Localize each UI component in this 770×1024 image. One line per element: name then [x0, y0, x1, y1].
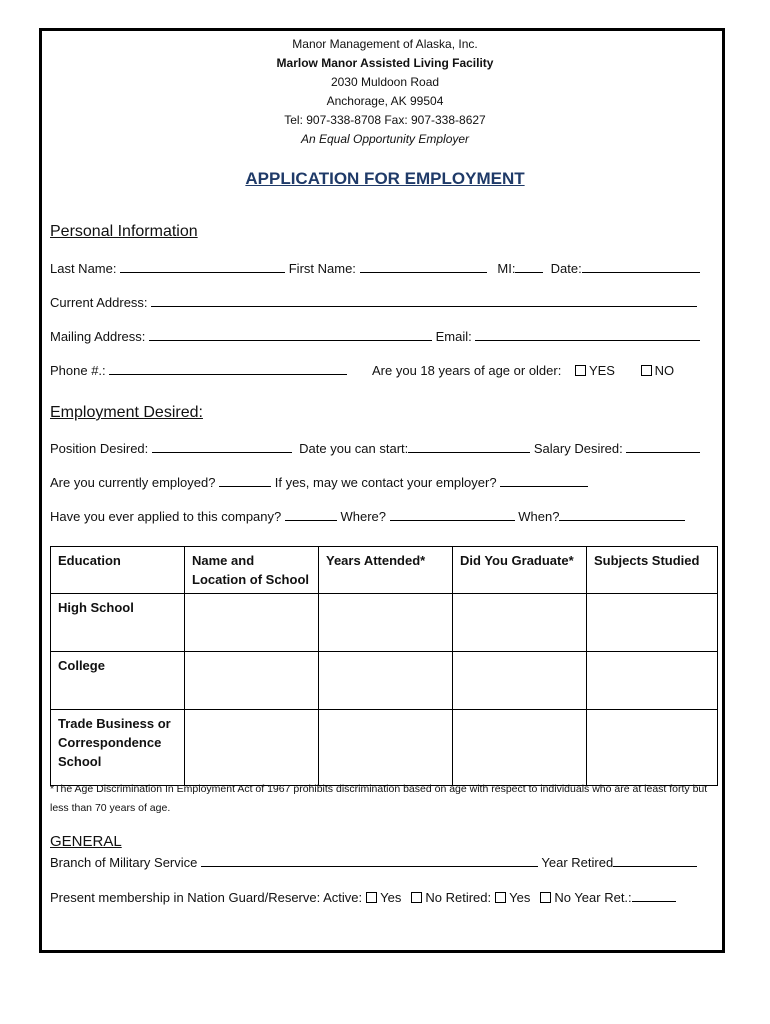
name-row: [50, 259, 700, 279]
currently-employed-field[interactable]: [219, 473, 271, 487]
age-question-label: Are you 18 years of age or older:: [372, 363, 562, 378]
date-field[interactable]: [582, 259, 700, 273]
header-subjects: Subjects Studied: [587, 547, 718, 594]
year-ret-field[interactable]: [632, 888, 676, 902]
trade-name-cell[interactable]: [185, 710, 319, 786]
when-field[interactable]: [559, 507, 685, 521]
row-label-college: College: [51, 652, 185, 710]
no-year-ret-label: No Year Ret.:: [554, 890, 632, 905]
salary-field[interactable]: [626, 439, 700, 453]
college-subjects-cell[interactable]: [587, 652, 718, 710]
facility-name: Marlow Manor Assisted Living Facility: [276, 56, 494, 70]
table-header-row: [51, 547, 718, 594]
current-address-row: [50, 293, 697, 313]
year-retired-label: Year Retired: [541, 855, 614, 870]
active-yes-checkbox[interactable]: [366, 892, 377, 903]
eoe-tagline: An Equal Opportunity Employer: [300, 132, 470, 146]
applied-before-row: [50, 507, 685, 527]
form-title: APPLICATION FOR EMPLOYMENT: [245, 169, 525, 188]
mi-label: MI:: [497, 261, 516, 276]
city-address: Anchorage, AK 99504: [326, 94, 444, 108]
high-school-years-cell[interactable]: [319, 594, 453, 652]
high-school-subjects-cell[interactable]: [587, 594, 718, 652]
contact-employer-field[interactable]: [500, 473, 588, 487]
header-graduate: Did You Graduate*: [453, 547, 587, 594]
where-label: Where?: [340, 509, 387, 524]
last-name-field[interactable]: [120, 259, 285, 273]
phone-row: [50, 361, 347, 381]
retired-yes-label: Yes: [509, 890, 531, 905]
header-school-name: Name and Location of School: [185, 547, 319, 594]
active-yes-label: Yes: [380, 890, 402, 905]
membership-label: Present membership in Nation Guard/Reserve: Active:: [50, 890, 363, 905]
year-retired-field[interactable]: [613, 853, 697, 867]
date-label: Date:: [550, 261, 582, 276]
age-no-label: NO: [654, 363, 675, 378]
current-address-label: Current Address:: [50, 295, 148, 310]
table-row: [51, 652, 718, 710]
salary-label: Salary Desired:: [533, 441, 623, 456]
start-date-label: Date you can start:: [299, 441, 409, 456]
phone-field[interactable]: [109, 361, 347, 375]
first-name-field[interactable]: [360, 259, 487, 273]
college-name-cell[interactable]: [185, 652, 319, 710]
table-row: [51, 710, 718, 786]
age-yes-label: YES: [588, 363, 615, 378]
applied-before-label: Have you ever applied to this company?: [50, 509, 282, 524]
last-name-label: Last Name:: [50, 261, 117, 276]
phone-fax: Tel: 907-338-8708 Fax: 907-338-8627: [284, 113, 486, 127]
header-years: Years Attended*: [319, 547, 453, 594]
retired-no-checkbox[interactable]: [540, 892, 551, 903]
trade-years-cell[interactable]: [319, 710, 453, 786]
mi-field[interactable]: [515, 259, 543, 273]
high-school-graduate-cell[interactable]: [453, 594, 587, 652]
table-row: [51, 594, 718, 652]
contact-employer-label: If yes, may we contact your employer?: [274, 475, 497, 490]
when-label: When?: [518, 509, 560, 524]
no-retired-label: No Retired:: [425, 890, 492, 905]
header-education: Education: [51, 547, 185, 594]
position-label: Position Desired:: [50, 441, 149, 456]
branch-label: Branch of Military Service: [50, 855, 198, 870]
age-yes-checkbox[interactable]: [575, 365, 586, 376]
membership-row: [50, 888, 676, 908]
start-date-field[interactable]: [408, 439, 530, 453]
trade-subjects-cell[interactable]: [587, 710, 718, 786]
active-no-checkbox[interactable]: [411, 892, 422, 903]
education-table: [50, 546, 718, 786]
age-no-checkbox[interactable]: [641, 365, 652, 376]
current-address-field[interactable]: [151, 293, 697, 307]
personal-info-heading: Personal Information: [50, 223, 198, 240]
phone-label: Phone #.:: [50, 363, 106, 378]
position-field[interactable]: [152, 439, 292, 453]
position-row: [50, 439, 700, 459]
currently-employed-row: [50, 473, 588, 493]
college-graduate-cell[interactable]: [453, 652, 587, 710]
general-heading: GENERAL: [50, 833, 122, 850]
high-school-name-cell[interactable]: [185, 594, 319, 652]
currently-employed-label: Are you currently employed?: [50, 475, 216, 490]
college-years-cell[interactable]: [319, 652, 453, 710]
age-question-row: [372, 361, 674, 381]
first-name-label: First Name:: [288, 261, 356, 276]
trade-graduate-cell[interactable]: [453, 710, 587, 786]
applied-before-field[interactable]: [285, 507, 337, 521]
email-label: Email:: [435, 329, 472, 344]
mailing-address-field[interactable]: [149, 327, 432, 341]
mailing-row: [50, 327, 700, 347]
street-address: 2030 Muldoon Road: [330, 75, 440, 89]
branch-field[interactable]: [201, 853, 538, 867]
where-field[interactable]: [390, 507, 515, 521]
military-row: [50, 853, 697, 873]
company-name: Manor Management of Alaska, Inc.: [292, 37, 478, 51]
email-field[interactable]: [475, 327, 700, 341]
row-label-high-school: High School: [51, 594, 185, 652]
age-discrimination-note: *The Age Discrimination In Employment Act of 1967 prohibits discrimination based on age with respect to individuals who are at least forty but less than 70 years of age.: [50, 783, 708, 814]
row-label-trade-school: Trade Business or Correspondence School: [51, 710, 185, 786]
retired-yes-checkbox[interactable]: [495, 892, 506, 903]
employment-desired-heading: Employment Desired:: [50, 404, 203, 421]
mailing-address-label: Mailing Address:: [50, 329, 146, 344]
